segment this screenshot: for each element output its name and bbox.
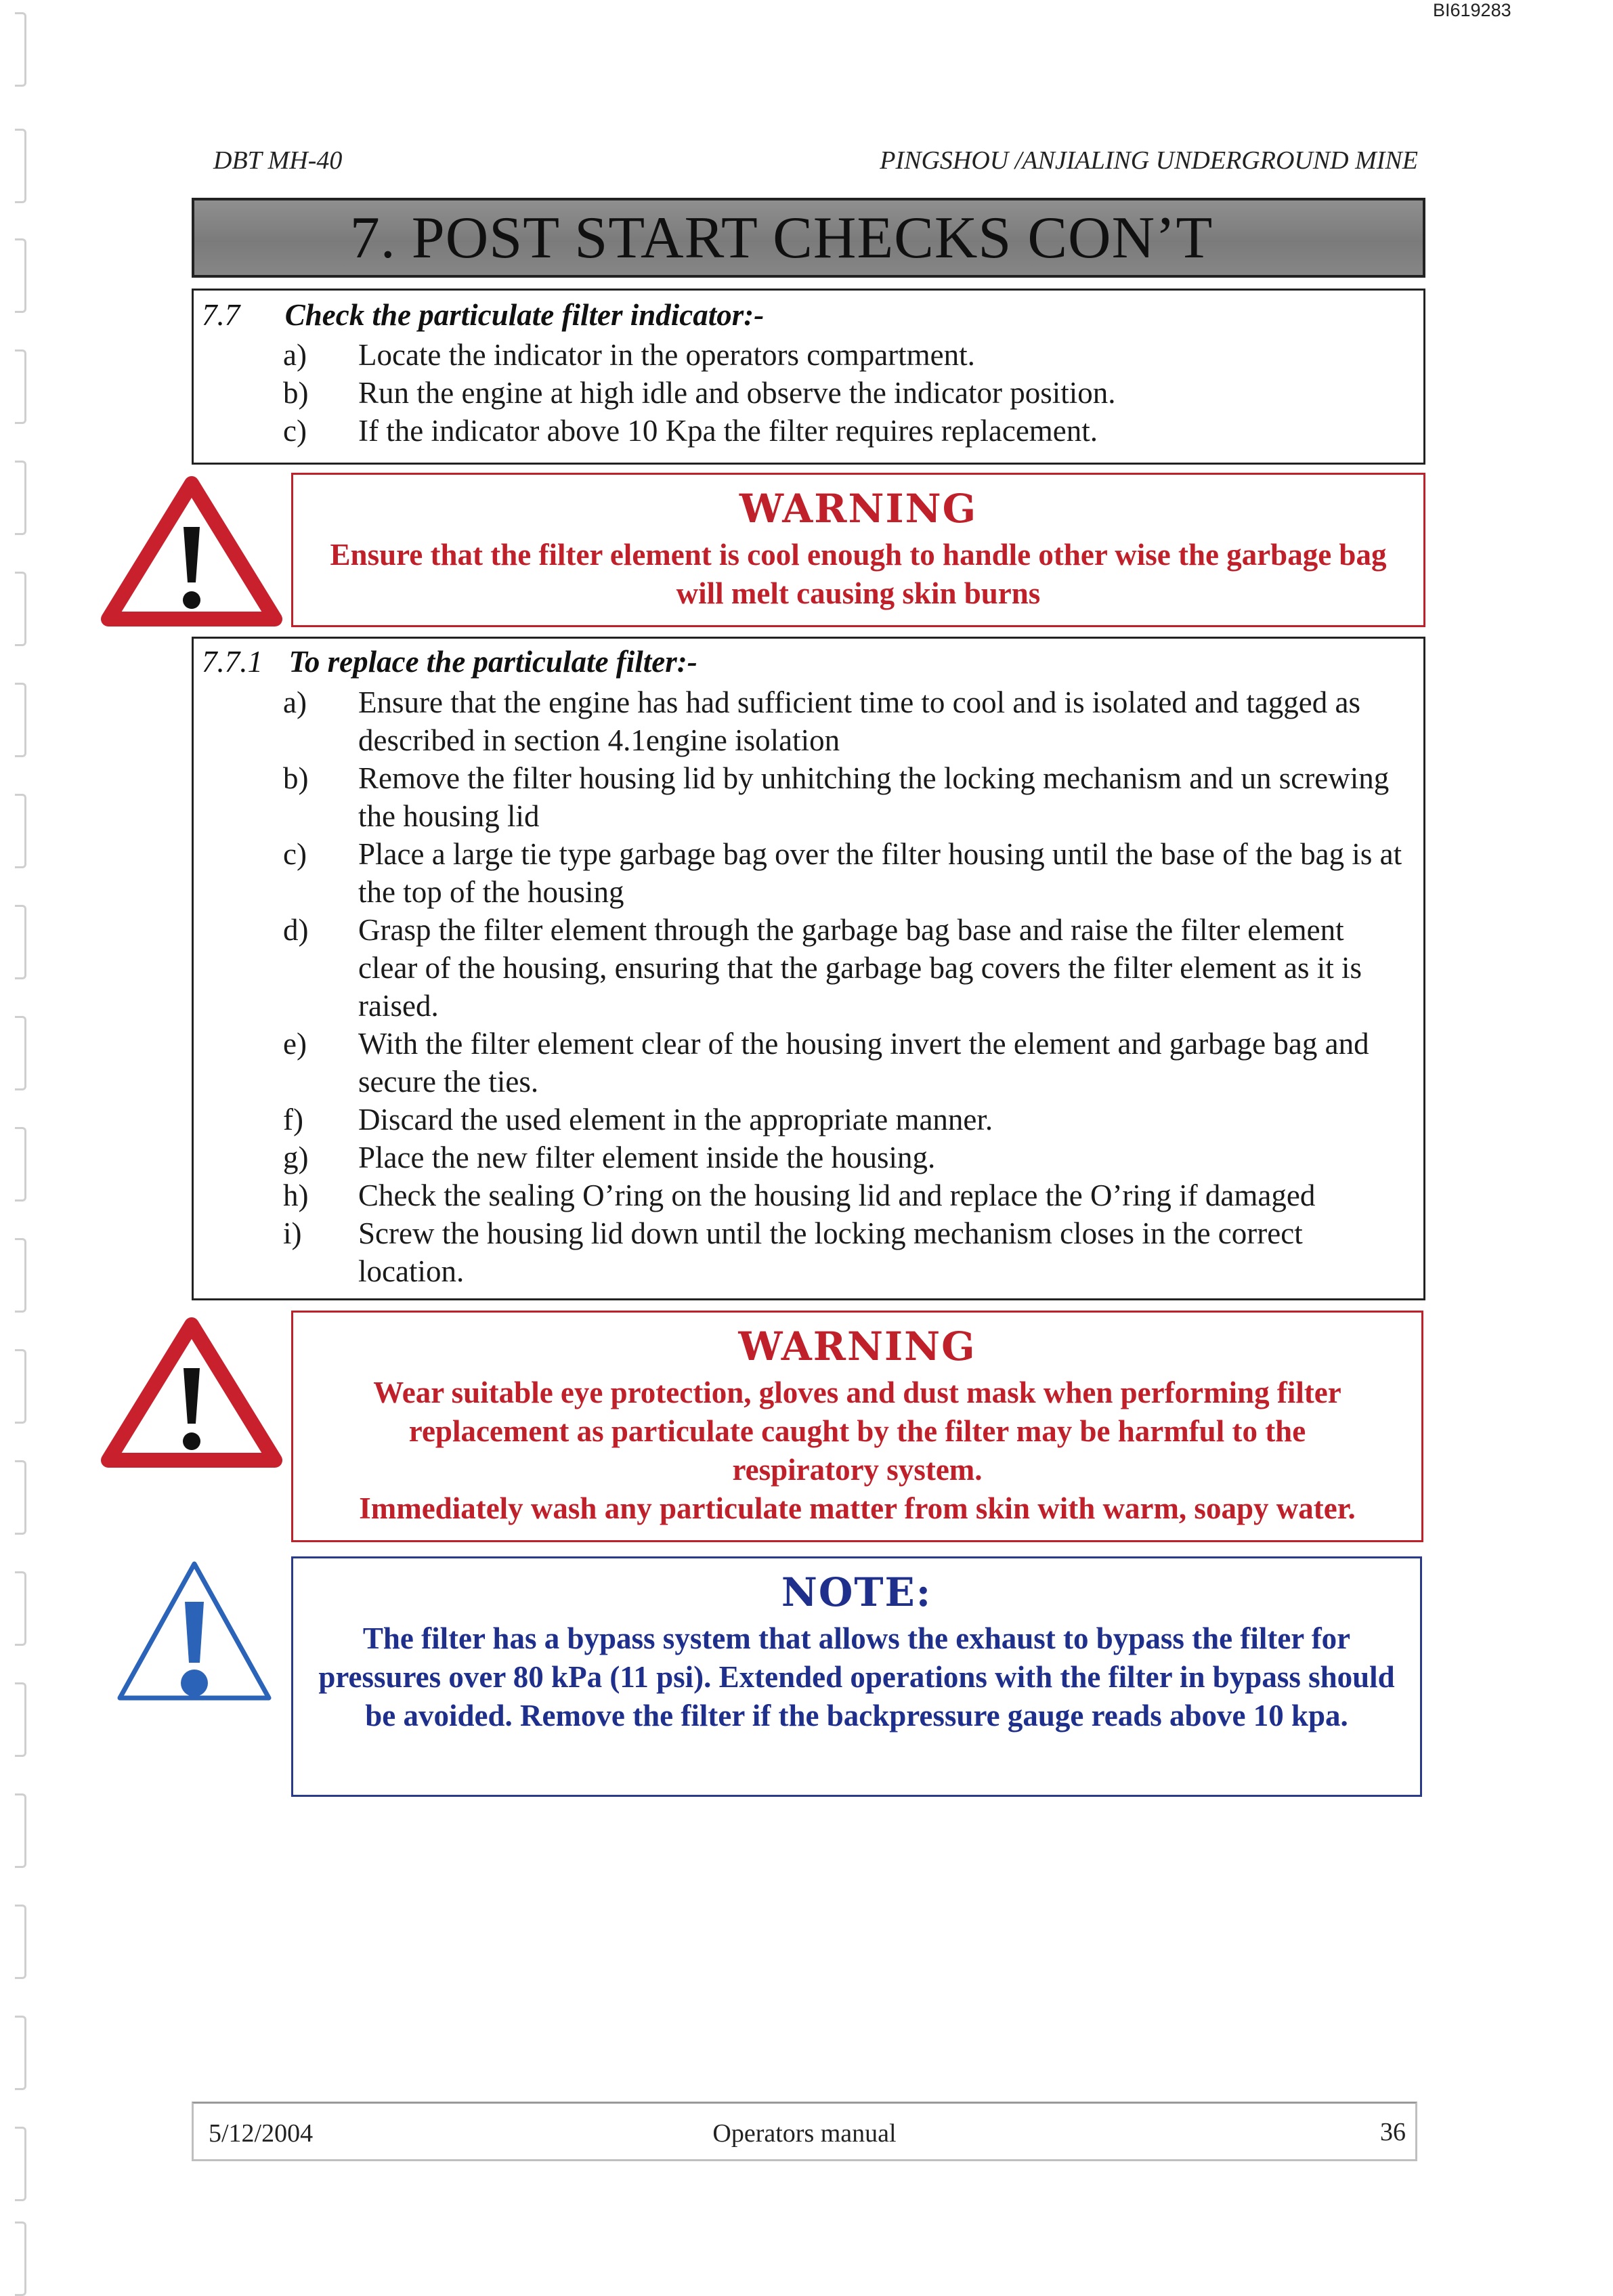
list-item-text: Grasp the filter element through the garbage bag base and raise the filter element clear of the housing, ensuring that the garbage bag covers the filter element as it is raised.: [358, 913, 1362, 1023]
list-item-label: a): [283, 685, 307, 719]
binder-ring: [15, 1571, 26, 1646]
binder-ring: [15, 2127, 26, 2201]
list-item-label: c): [283, 414, 307, 448]
binder-ring: [15, 905, 26, 979]
header-left: DBT MH-40: [213, 146, 343, 175]
list-item-label: b): [283, 761, 309, 795]
binder-ring: [15, 1682, 26, 1757]
section-7-7-box: [192, 289, 1425, 465]
binder-ring: [15, 1238, 26, 1313]
binder-ring: [15, 794, 26, 868]
list-item-label: d): [283, 913, 309, 947]
list-item-label: i): [283, 1216, 302, 1250]
list-item-text: Remove the filter housing lid by unhitching the locking mechanism and un screwing the housing lid: [358, 761, 1390, 833]
section-7-7-1-box: [192, 637, 1425, 1300]
section-number: 7.7: [202, 298, 240, 332]
binder-ring: [15, 572, 26, 646]
binder-ring: [15, 461, 26, 535]
warning-box-1: [291, 473, 1425, 627]
list-item-text: Ensure that the engine has had sufficient time to cool and is isolated and tagged as described in section 4.1engine isolation: [358, 685, 1361, 757]
binder-ring: [15, 1349, 26, 1424]
binder-ring: [15, 683, 26, 757]
caution-triangle-icon: [112, 1554, 278, 1710]
warning-box-2: [291, 1311, 1423, 1542]
list-item-label: h): [283, 1178, 309, 1212]
note-heading: NOTE:: [781, 1569, 932, 1615]
section-title: Check the particulate filter indicator:-: [284, 298, 765, 332]
warning-text: Wear suitable eye protection, gloves and dust mask when performing filter replacement as particulate caught by the filter may be harmful to the respiratory system.: [373, 1376, 1341, 1487]
note-box: [291, 1556, 1422, 1797]
list-item-label: f): [283, 1103, 303, 1136]
binder-ring: [15, 1127, 26, 1202]
list-item-label: c): [283, 837, 307, 871]
list-item-text: If the indicator above 10 Kpa the filter requires replacement.: [358, 414, 1098, 448]
note-text: The filter has a bypass system that allows the exhaust to bypass the filter for pressures over 80 kPa (11 psi). Extended operations with the filter in bypass should be avoided. Remove the filter if the backpressure gauge reads above 10 kpa.: [318, 1621, 1395, 1732]
page-title: 7. POST START CHECKS CON’T: [349, 205, 1213, 271]
section-number: 7.7.1: [202, 645, 263, 679]
list-item-label: e): [283, 1027, 307, 1061]
binder-ring: [15, 2221, 26, 2296]
section-title: To replace the particulate filter:-: [288, 645, 697, 679]
binder-ring: [15, 12, 26, 87]
section-7-7-heading: [202, 297, 764, 333]
title-bar: [192, 198, 1425, 278]
warning-triangle-icon: [100, 474, 283, 630]
binder-ring: [15, 349, 26, 424]
footer-title: Operators manual: [712, 2119, 897, 2148]
warning-triangle-icon: [100, 1315, 283, 1471]
footer: [192, 2102, 1417, 2161]
list-item-label: a): [283, 338, 307, 372]
warning-heading: WARNING: [738, 1323, 976, 1369]
list-item-label: b): [283, 376, 309, 410]
list-item-text: Check the sealing O’ring on the housing lid and replace the O’ring if damaged: [358, 1178, 1316, 1212]
list-item-text: Place the new filter element inside the housing.: [358, 1141, 936, 1174]
warning-heading: WARNING: [739, 486, 978, 532]
footer-date: 5/12/2004: [209, 2119, 314, 2148]
binder-ring: [15, 1460, 26, 1535]
list-item-label: g): [283, 1141, 309, 1174]
section-7-7-1-heading: [202, 644, 697, 679]
list-item-text: Screw the housing lid down until the locking mechanism closes in the correct location.: [358, 1216, 1303, 1288]
binder-ring: [15, 1016, 26, 1090]
list-item-text: With the filter element clear of the housing invert the element and garbage bag and secure the ties.: [358, 1027, 1369, 1099]
list-item-text: Discard the used element in the appropriate manner.: [358, 1103, 993, 1136]
binder-ring: [15, 2016, 26, 2090]
list-item-text: Place a large tie type garbage bag over the filter housing until the base of the bag is at the top of the housing: [358, 837, 1402, 909]
doc-id: BI619283: [1433, 0, 1511, 20]
binder-ring: [15, 1905, 26, 1979]
binder-ring: [15, 238, 26, 313]
binder-ring: [15, 1793, 26, 1868]
page-number: 36: [1380, 2118, 1406, 2146]
list-item-text: Run the engine at high idle and observe the indicator position.: [358, 376, 1116, 410]
warning-text: Ensure that the filter element is cool enough to handle other wise the garbage bag will melt causing skin burns: [330, 538, 1387, 610]
binder-ring: [15, 129, 26, 203]
warning-text: Immediately wash any particulate matter from skin with warm, soapy water.: [359, 1491, 1356, 1525]
header-right: PINGSHOU /ANJIALING UNDERGROUND MINE: [880, 146, 1418, 175]
list-item-text: Locate the indicator in the operators compartment.: [358, 338, 975, 372]
